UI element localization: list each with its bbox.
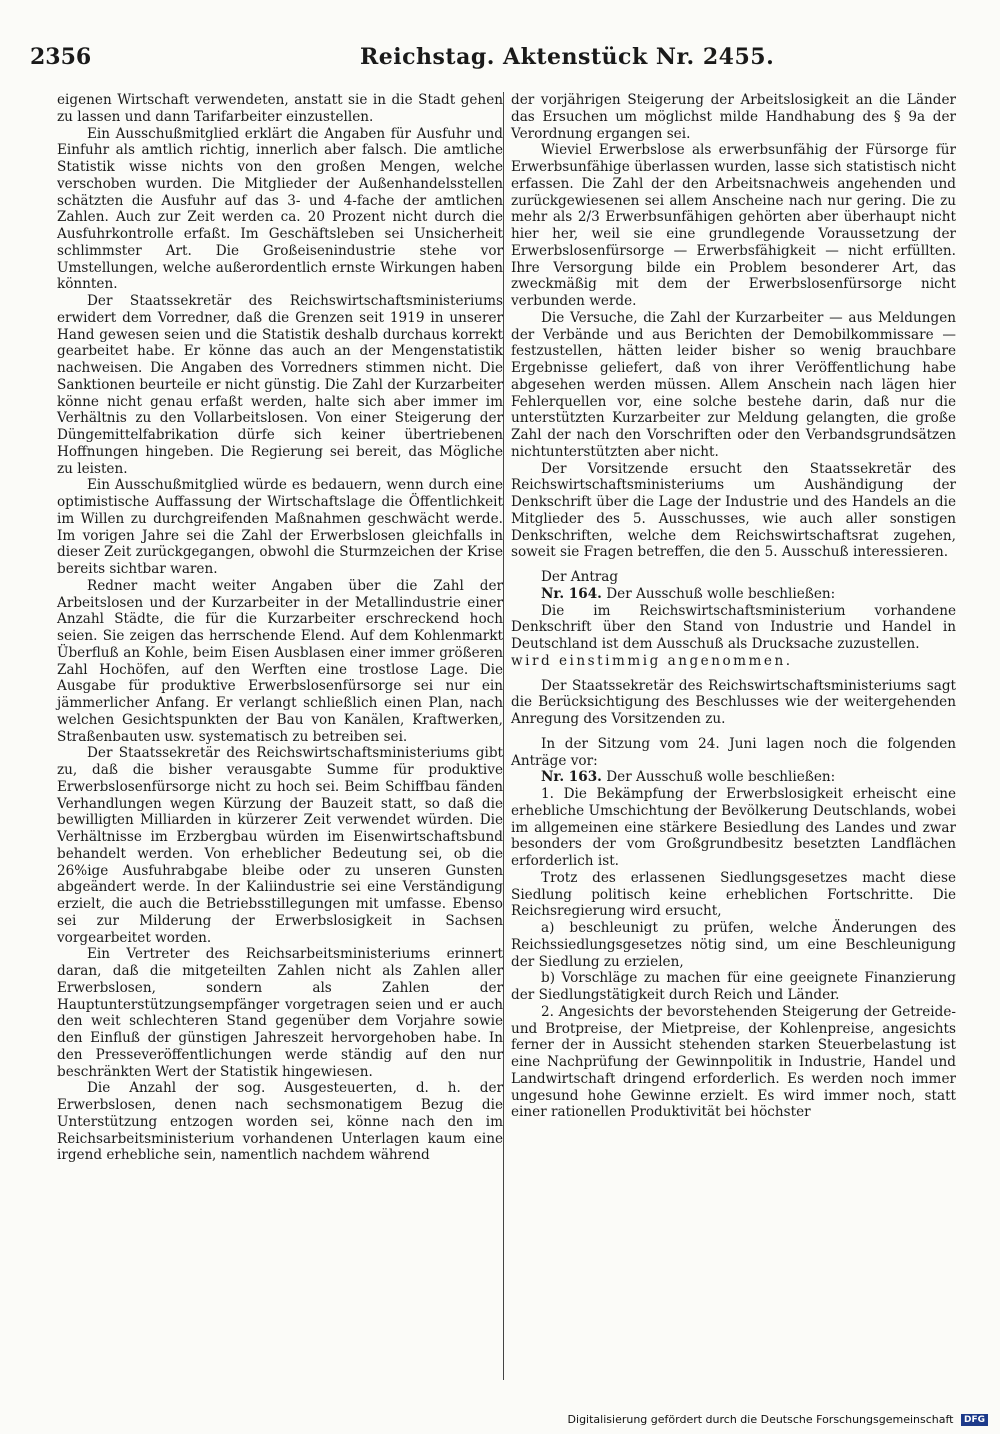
motion-164-body: Die im Reichswirtschaftsministerium vorhandene Denkschrift über den Stand von Industrie und Handel in Deutschland ist dem Ausschuß als Drucksache zuzustellen. bbox=[511, 602, 956, 652]
motion-163-lead: Der Ausschuß wolle beschließen: bbox=[606, 769, 836, 786]
antrag-intro: Der Antrag bbox=[541, 569, 619, 585]
sitzung-paragraph: In der Sitzung vom 24. Juni lagen noch die folgenden Anträge vor: bbox=[511, 735, 956, 769]
motion-163-item-1a: a) beschleunigt zu prüfen, welche Änderungen des Reichssiedlungsgesetzes nötig sind, um eine Beschleunigung der Siedlung zu erzielen, bbox=[511, 920, 956, 970]
paragraph: Der Staatssekretär des Reichswirtschaftsministeriums sagt die Berücksichtigung des Beschlusses wie der weitergehenden Anregung des Vorsitzenden zu. bbox=[511, 677, 956, 727]
motion-164-lead: Der Ausschuß wolle beschließen: bbox=[606, 585, 836, 602]
paragraph: Der Vorsitzende ersucht den Staatssekretär des Reichswirtschaftsministeriums um Aushändigung der Denkschrift über die Lage der Industrie und des Handels an die Mitglieder des 5. Ausschusses, wie auch aller sonstigen Denkschriften, welche dem Reichswirtschaftsrat zugehen, soweit sie Fragen betreffen, die den 5. Ausschuß interessieren. bbox=[511, 460, 956, 561]
motion-164-result: wird einstimmig angenommen. bbox=[511, 652, 793, 669]
paragraph: Ein Vertreter des Reichsarbeitsministeriums erinnert daran, daß die mitgeteilten Zahlen nicht als Zahlen aller Erwerbslosen, sondern als Zahlen der Hauptunterstützungsempfänger vorgetragen seien und er auch den weit schlechteren Stand gegenüber dem Vorjahre sowie den Einfluß der günstigen Jahreszeit hervorgehoben habe. In den Presseveröffentlichungen werde ständig auf den nur beschränkten Wert der Statistik hingewiesen. bbox=[57, 946, 503, 1080]
paragraph: Die Versuche, die Zahl der Kurzarbeiter — aus Meldungen der Verbände und aus Berichten der Demobilkommissare — festzustellen, hätten leider bisher so wenig brauchbare Ergebnisse geliefert, daß von ihrer Veröffentlichung habe abgesehen werden müssen. Allem Anschein nach lägen hier Fehlerquellen vor, eine solche bestehe darin, daß nur die unterstützten Kurzarbeiter zur Meldung gelangten, die große Zahl der nach den Vorschriften oder den Verbandsgrundsätzen nichtunterstützten aber nicht. bbox=[511, 309, 956, 460]
running-title: Reichstag. Aktenstück Nr. 2455. bbox=[360, 44, 775, 70]
motion-164-label: Nr. 164. bbox=[541, 585, 602, 602]
motion-163-item-1-continuation: Trotz des erlassenen Siedlungsgesetzes macht diese Siedlung politisch keine erheblichen Fortschritte. Die Reichsregierung wird ersucht, bbox=[511, 869, 956, 920]
motion-163-item-1: 1. Die Bekämpfung der Erwerbslosigkeit erheischt eine erhebliche Umschichtung der Bevölkerung Deutschlands, wobei im allgemeinen eine stärkere Besiedlung des Landes und zwar besonders der vom Großgrundbesitz besetzten Landflächen erforderlich ist. bbox=[511, 786, 956, 869]
paragraph: Ein Ausschußmitglied erklärt die Angaben für Ausfuhr und Einfuhr als amtlich richtig, innerlich aber falsch. Die amtliche Statistik wisse nichts von den großen Mengen, welche verschoben wurden. Die Mitglieder der Außenhandelsstellen schätzten die Ausfuhr auf das 3- und 4-fache der amtlichen Zahlen. Auch zur Zeit werden ca. 20 Prozent nicht durch die Ausfuhrkontrolle erfaßt. Im Geschäftsleben sei Unsicherheit schlimmster Art. Die Großeisenindustrie stehe vor Umstellungen, welche außerordentlich ernste Wirkungen haben könnten. bbox=[57, 125, 503, 293]
paragraph: Der Staatssekretär des Reichswirtschaftsministeriums erwidert dem Vorredner, daß die Grenzen seit 1919 in unserer Hand gewesen seien und die Statistik deshalb durchaus korrekt gearbeitet habe. Er könne das auch an der Mengenstatistik nachweisen. Die Angaben des Vorredners stimmen nicht. Die Sanktionen beurteile er nicht günstig. Die Zahl der Kurzarbeiter könne nicht genau erfaßt werden, halte sich aber immer im Verhältnis zu den Vollarbeitslosen. Von einer Steigerung der Düngemittelfabrikation dürfe sich keiner übertriebenen Hoffnungen hingeben. Die Regierung sei bereit, das Mögliche zu leisten. bbox=[57, 293, 503, 477]
motion-163 bbox=[511, 769, 956, 786]
left-column bbox=[57, 92, 503, 1164]
paragraph: Redner macht weiter Angaben über die Zahl der Arbeitslosen und der Kurzarbeiter in der Metallindustrie einer Anzahl Städte, die für die Kurzarbeiter erschreckend hoch seien. Sie zeigen das herrschende Elend. Auf dem Kohlenmarkt Überfluß an Kohle, beim Eisen Ausblasen einer immer größeren Zahl Hochöfen, auf den Werften eine trostlose Lage. Die Ausgabe für produktive Erwerbslosenfürsorge sei nur ein jämmerlicher Anfang. Er verlangt schließlich einen Plan, nach welchen Gesichtspunkten der Bau von Kanälen, Kraftwerken, Straßenbauten usw. systematisch zu betreiben sei. bbox=[57, 577, 503, 745]
motion-163-label: Nr. 163. bbox=[541, 769, 602, 786]
paragraph: Ein Ausschußmitglied würde es bedauern, wenn durch eine optimistische Auffassung der Wirtschaftslage die Öffentlichkeit im Willen zu durchgreifenden Maßnahmen geschwächt werde. Im vorigen Jahre sei die Zahl der Erwerbslosen gleichfalls in dieser Zeit zurückgegangen, obwohl die Sturmzeichen der Krise bereits sichtbar waren. bbox=[57, 477, 503, 577]
page-number: 2356 bbox=[30, 44, 92, 70]
motion-164 bbox=[511, 586, 956, 603]
right-column bbox=[511, 92, 956, 1121]
dfg-logo: DFG bbox=[961, 1414, 988, 1426]
paragraph: der vorjährigen Steigerung der Arbeitslosigkeit an die Länder das Ersuchen um möglichst milde Handhabung des § 9a der Verordnung ergangen sei. bbox=[511, 92, 956, 142]
paragraph: eigenen Wirtschaft verwendeten, anstatt sie in die Stadt gehen zu lassen und dann Tarifarbeiter einzustellen. bbox=[57, 92, 503, 125]
paragraph: Der Staatssekretär des Reichswirtschaftsministeriums gibt zu, daß die bisher verausgabte Summe für produktive Erwerbslosenfürsorge nicht zu hoch sei. Beim Schiffbau fänden Verhandlungen wegen Kürzung der Bauzeit statt, so daß die bewilligten Milliarden in kürzerer Zeit verwendet würden. Die Verhältnisse im Erzbergbau würden im Eisenwirtschaftsbund behandelt werden. Von erheblicher Bedeutung sei, ob die 26%ige Ausfuhrabgabe bleibe oder zu unseren Gunsten abgeändert werde. In der Kaliindustrie sei eine Verständigung erzielt, die auch die Betriebsstillegungen mit umfasse. Ebenso sei zur Milderung der Erwerbslosigkeit in Sachsen vorgearbeitet worden. bbox=[57, 745, 503, 946]
digitization-footer bbox=[568, 1413, 988, 1426]
paragraph: Wieviel Erwerbslose als erwerbsunfähig der Fürsorge für Erwerbsunfähige überlassen wurden, lasse sich statistisch nicht erfassen. Die Zahl der den Arbeitsnachweis angehenden und zurückgewiesenen sei allem Anscheine nach nur gering. Die zu mehr als 2/3 Erwerbsunfähigen gehörten aber überhaupt nicht hier her, weil sie eine grundlegende Voraussetzung der Erwerbslosenfürsorge — Erwerbsfähigkeit — nicht erfüllten. Ihre Versorgung bilde ein Problem besonderer Art, das zweckmäßig mit dem der Erwerbslosenfürsorge nicht verbunden werde. bbox=[511, 142, 956, 309]
motion-163-item-1b: b) Vorschläge zu machen für eine geeignete Finanzierung der Siedlungstätigkeit durch Reich und Länder. bbox=[511, 970, 956, 1003]
paragraph: Die Anzahl der sog. Ausgesteuerten, d. h. der Erwerbslosen, denen nach sechsmonatigem Bezug die Unterstützung entzogen worden sei, könne nach den im Reichsarbeitsministerium vorhandenen Unterlagen kaum eine irgend erhebliche sein, namentlich nachdem während bbox=[57, 1080, 503, 1164]
motion-163-item-2: 2. Angesichts der bevorstehenden Steigerung der Getreide- und Brotpreise, der Mietpreise, der Kohlenpreise, angesichts ferner der in Aussicht stehenden starken Steuerbelastung ist eine Nachprüfung der Gewinnpolitik in Industrie, Handel und Landwirtschaft dringend erforderlich. Es werden noch immer ungesund hohe Gewinne erzielt. Es wird immer noch, statt einer rationellen Produktivität bei höchster bbox=[511, 1003, 956, 1121]
footer-text: Digitalisierung gefördert durch die Deutsche Forschungsgemeinschaft bbox=[567, 1413, 954, 1426]
page-header bbox=[30, 44, 975, 74]
column-divider bbox=[503, 92, 504, 1380]
